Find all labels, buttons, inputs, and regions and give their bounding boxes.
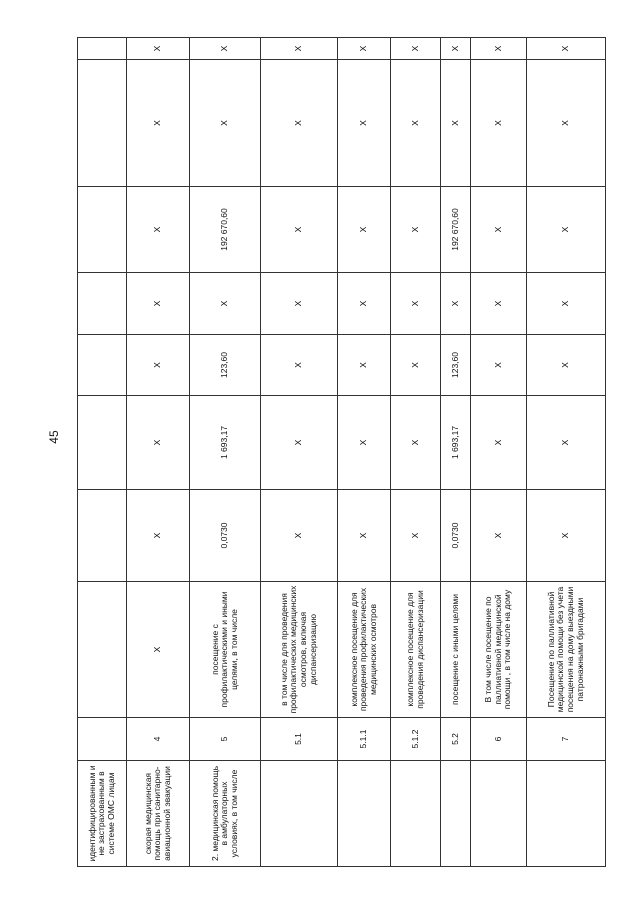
table-cell-col-9: X <box>527 38 606 60</box>
table-cell-col-3: X <box>127 490 190 582</box>
table-cell-col-6: X <box>471 273 527 335</box>
table-cell-col-8: X <box>527 60 606 187</box>
table-cell-col-1: 5.1.2 <box>391 718 441 761</box>
table-cell-col-6: X <box>527 273 606 335</box>
table-cell-col-3: X <box>471 490 527 582</box>
table-cell-col-9 <box>78 38 127 60</box>
table-cell-col-5: X <box>261 335 338 396</box>
table-cell-col-6: X <box>190 273 261 335</box>
table-cell-col-6: X <box>261 273 338 335</box>
table-row <box>78 38 127 867</box>
table-cell-col-1: 5.1.1 <box>338 718 391 761</box>
table-cell-col-3: X <box>527 490 606 582</box>
table-cell-col-3: X <box>338 490 391 582</box>
table-cell-col-1: 6 <box>471 718 527 761</box>
table-cell-col-0 <box>441 761 471 867</box>
table-cell-col-7: 192 670,60 <box>190 187 261 273</box>
table-cell-col-2: посещение с иными целями <box>441 582 471 718</box>
table-cell-col-6: X <box>127 273 190 335</box>
table-cell-col-1: 5 <box>190 718 261 761</box>
table-cell-col-8 <box>78 60 127 187</box>
table-cell-col-8: X <box>127 60 190 187</box>
table-row <box>190 38 261 867</box>
table-cell-col-2: в том числе для проведения профилактических медицинских осмотров, включая диспансеризацию <box>261 582 338 718</box>
table-cell-col-5: X <box>391 335 441 396</box>
table-cell-col-4 <box>78 396 127 490</box>
table-cell-col-1: 5.2 <box>441 718 471 761</box>
table-cell-col-1 <box>78 718 127 761</box>
table-row <box>391 38 441 867</box>
table-cell-col-5: X <box>338 335 391 396</box>
table-cell-col-2: В том числе посещение по паллиативной медицинской помощи , в том числе на дому <box>471 582 527 718</box>
table-cell-col-3: 0,0730 <box>190 490 261 582</box>
table-cell-col-4: X <box>471 396 527 490</box>
table-cell-col-4: 1 693,17 <box>441 396 471 490</box>
table-cell-col-8: X <box>190 60 261 187</box>
table-cell-col-2 <box>78 582 127 718</box>
table-cell-col-3: X <box>391 490 441 582</box>
table-cell-col-4: 1 693,17 <box>190 396 261 490</box>
table-cell-col-3: X <box>261 490 338 582</box>
table-cell-col-4: X <box>338 396 391 490</box>
table-cell-col-7 <box>78 187 127 273</box>
table-cell-col-5 <box>78 335 127 396</box>
table-cell-col-8: X <box>391 60 441 187</box>
data-table <box>77 37 606 867</box>
table-cell-col-8: X <box>441 60 471 187</box>
table-cell-col-8: X <box>338 60 391 187</box>
table-cell-col-8: X <box>261 60 338 187</box>
table-cell-col-0 <box>261 761 338 867</box>
table-cell-col-1: 5.1 <box>261 718 338 761</box>
table-cell-col-0 <box>527 761 606 867</box>
table-cell-col-3: 0,0730 <box>441 490 471 582</box>
table-cell-col-2: комплексное посещение для проведения профилактических медицинских осмотров <box>338 582 391 718</box>
table-cell-col-7: X <box>338 187 391 273</box>
table-cell-col-1: 7 <box>527 718 606 761</box>
page-number: 45 <box>47 430 61 444</box>
table-cell-col-7: 192 670,60 <box>441 187 471 273</box>
table-cell-col-9: X <box>127 38 190 60</box>
table-cell-col-5: 123,60 <box>190 335 261 396</box>
table-cell-col-0 <box>338 761 391 867</box>
table-cell-col-2: посещение с профилактическими и иными целями, в том числе <box>190 582 261 718</box>
table-row <box>261 38 338 867</box>
table-cell-col-7: X <box>391 187 441 273</box>
table-cell-col-0 <box>471 761 527 867</box>
table-cell-col-7: X <box>471 187 527 273</box>
table-body <box>78 38 606 867</box>
table-cell-col-2: Посещение по паллиативной медицинской помощи без учета посещения на дому выездными патронажными бригадами <box>527 582 606 718</box>
table-cell-col-5: X <box>471 335 527 396</box>
table-cell-col-4: X <box>527 396 606 490</box>
table-row <box>127 38 190 867</box>
rotated-table-container <box>77 38 605 867</box>
table-cell-col-0: идентифицированным и не застрахованным в системе ОМС лицам <box>78 761 127 867</box>
table-cell-col-9: X <box>471 38 527 60</box>
table-cell-col-4: X <box>261 396 338 490</box>
table-cell-col-4: X <box>391 396 441 490</box>
table-cell-col-5: 123,60 <box>441 335 471 396</box>
table-row <box>338 38 391 867</box>
table-row <box>527 38 606 867</box>
table-cell-col-9: X <box>338 38 391 60</box>
table-cell-col-9: X <box>261 38 338 60</box>
table-cell-col-7: X <box>127 187 190 273</box>
table-cell-col-9: X <box>441 38 471 60</box>
table-cell-col-2: X <box>127 582 190 718</box>
table-cell-col-8: X <box>471 60 527 187</box>
table-cell-col-6: X <box>391 273 441 335</box>
table-cell-col-9: X <box>190 38 261 60</box>
table-row <box>471 38 527 867</box>
table-cell-col-7: X <box>261 187 338 273</box>
table-cell-col-9: X <box>391 38 441 60</box>
table-cell-col-2: комплексное посещение для проведения диспансеризации <box>391 582 441 718</box>
table-cell-col-7: X <box>527 187 606 273</box>
table-row <box>441 38 471 867</box>
table-cell-col-0: скорая медицинская помощь при санитарно-авиационной эвакуации <box>127 761 190 867</box>
table-cell-col-1: 4 <box>127 718 190 761</box>
table-cell-col-6: X <box>338 273 391 335</box>
table-cell-col-6: X <box>441 273 471 335</box>
table-cell-col-0: 2. медицинская помощь в амбулаторных условиях, в том числе <box>190 761 261 867</box>
table-cell-col-5: X <box>527 335 606 396</box>
table-cell-col-3 <box>78 490 127 582</box>
table-cell-col-6 <box>78 273 127 335</box>
table-cell-col-4: X <box>127 396 190 490</box>
table-cell-col-5: X <box>127 335 190 396</box>
table-cell-col-0 <box>391 761 441 867</box>
